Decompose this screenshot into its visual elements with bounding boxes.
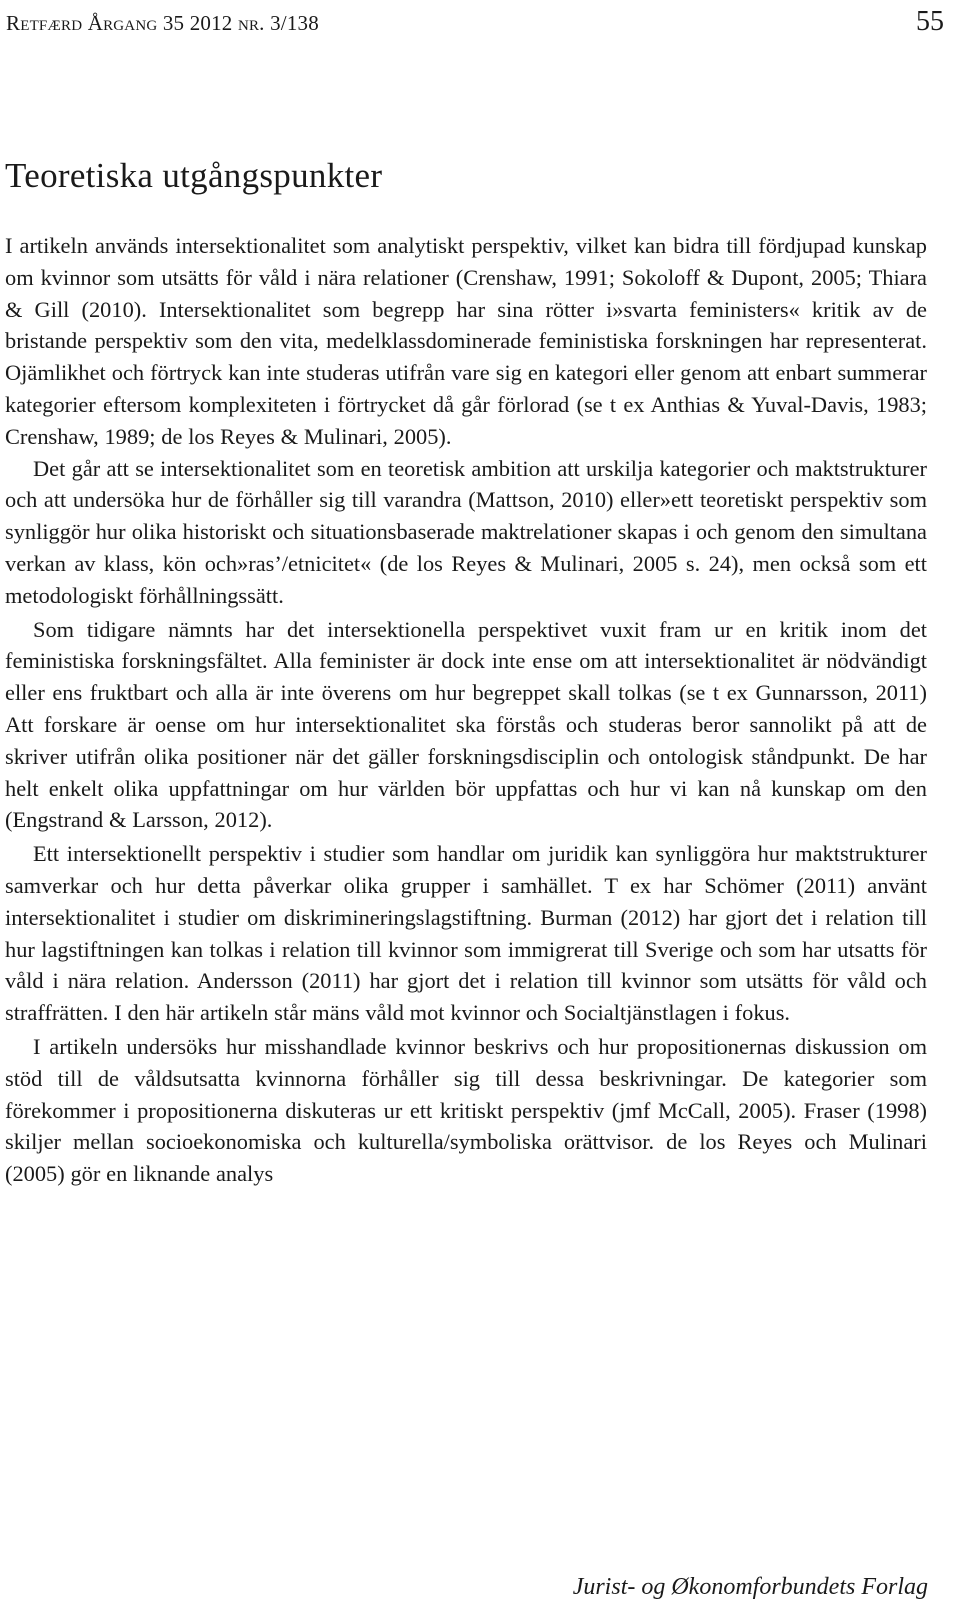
- journal-info: Retfærd Årgang 35 2012 nr. 3/138: [6, 11, 319, 35]
- paragraph-1: I artikeln används intersektionalitet som analytiskt perspektiv, vilket kan bidra till fördjupad kunskap om kvinnor som utsätts för våld i nära relationer (Crenshaw, 1991; Sokoloff & Dupont, 2005; Thiara & Gill (2010). Intersektionalitet som begrepp har sina rötter i»svarta feministers« kritik av de bristande perspektiv som den vita, medelklassdominerade feministiska forskningen har representerat. Ojämlikhet och förtryck kan inte studeras utifrån vare sig en kategori eller genom att enbart summerar kategorier eftersom komplexiteten i förtrycket då går förlorad (se t ex Anthias & Yuval-Davis, 1983; Crenshaw, 1989; de los Reyes & Mulinari, 2005).: [5, 233, 927, 449]
- paragraph-2: Det går att se intersektionalitet som en teoretisk ambition att urskilja kategorier och maktstrukturer och att undersöka hur de förhåller sig till varandra (Mattson, 2010) eller»ett teoretiskt perspektiv som synliggör hur olika historiskt och situationsbaserade maktrelationer skapas i och genom den simultana verkan av klass, kön och»ras’/etnicitet« (de los Reyes & Mulinari, 2005 s. 24), men också som ett metodologiskt förhållningssätt.: [5, 455, 927, 608]
- page-number: 55: [916, 6, 944, 37]
- body-text: [5, 230, 927, 1190]
- paragraph-5: I artikeln undersöks hur misshandlade kvinnor beskrivs och hur propositionernas diskussion om stöd till de våldsutsatta kvinnorna förhåller sig till dessa beskrivningar. De kategorier som förekommer i propositionerna diskuteras ur ett kritiskt perspektiv (jmf McCall, 2005). Fraser (1998) skiljer mellan socioekonomiska och kulturella/symboliska orättvisor. de los Reyes och Mulinari (2005) gör en liknande analys: [5, 1033, 927, 1187]
- publisher-footer: Jurist- og Økonomforbundets Forlag: [572, 1574, 928, 1600]
- running-header: [6, 6, 944, 40]
- paragraph-3: Som tidigare nämnts har det intersektionella perspektivet vuxit fram ur en kritik inom det feministiska forskningsfältet. Alla feminister är dock inte ense om att intersektionalitet är nödvändigt eller ens fruktbart och alla är inte överens om hur begreppet skall tolkas (se t ex Gunnarsson, 2011) Att forskare är oense om hur intersektionalitet ska förstås och studeras beror sannolikt på att de skriver utifrån olika positioner när det gäller forskningsdisciplin och ontologisk ståndpunkt. De har helt enkelt olika uppfattningar om hur världen bör uppfattas och hur vi kan nå kunskap om den (Engstrand & Larsson, 2012).: [5, 616, 927, 833]
- section-heading: Teoretiska utgångspunkter: [5, 156, 383, 195]
- paragraph-4: Ett intersektionellt perspektiv i studier som handlar om juridik kan synliggöra hur maktstrukturer samverkar och hur detta påverkar olika grupper i samhället. T ex har Schömer (2011) använt intersektionalitet i studier om diskrimineringslagstiftning. Burman (2012) har gjort det i relation till hur lagstiftningen kan tolkas i relation till kvinnor som immigrerat till Sverige och som har utsatts för våld i nära relation. Andersson (2011) har gjort det i relation till kvinnor som utsätts för våld och straffrätten. I den här artikeln står mäns våld mot kvinnor och Socialtjänstlagen i fokus.: [5, 841, 927, 1026]
